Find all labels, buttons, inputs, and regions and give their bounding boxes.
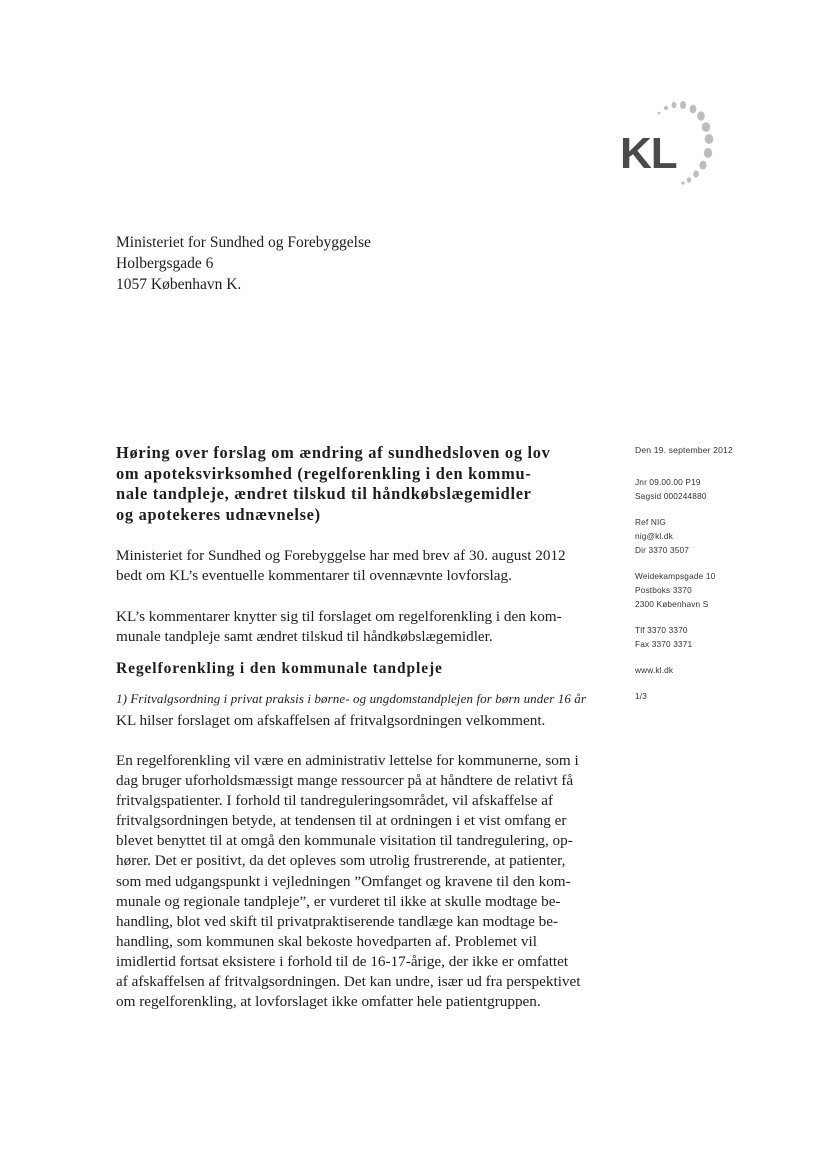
recipient-address xyxy=(116,232,371,295)
text-line: Ministeriet for Sundhed og Forebyggelse har med brev af 30. august 2012 xyxy=(116,547,566,564)
spacer xyxy=(635,503,785,515)
letter-date: Den 19. september 2012 xyxy=(635,445,733,455)
journal-number: Jnr 09.00.00 P19 xyxy=(635,477,701,487)
text-line: KL’s kommentarer knytter sig til forslaget om regelforenkling i den kom- xyxy=(116,608,562,625)
section-heading: Regelforenkling i den kommunale tandpleje xyxy=(116,660,443,677)
paragraph-argument xyxy=(116,751,604,1012)
postal-city: 2300 København S xyxy=(635,599,709,609)
text-line: fritvalgsordningen betyde, at tendensen til at ordningen i et vist omfang er xyxy=(116,812,567,830)
paragraph-scope xyxy=(116,607,604,647)
website-link[interactable]: www.kl.dk xyxy=(635,665,674,675)
sub-heading: 1) Fritvalgsordning i privat praksis i børne- og ungdomstandplejen for børn under 16 år xyxy=(116,691,587,706)
text-line: af afskaffelsen af fritvalgsordningen. Det kan undre, især ud fra perspektivet xyxy=(116,973,581,991)
phone: Tlf 3370 3370 xyxy=(635,625,688,635)
letter-headline xyxy=(116,443,602,525)
reference: Ref NIG xyxy=(635,517,667,527)
text-line: dag bruger uforholdsmæssigt mange ressourcer på at håndtere de relativt få xyxy=(116,772,574,790)
text-line: om regelforenkling, at lovforslaget ikke omfatter hele patientgruppen. xyxy=(116,993,541,1011)
kl-logo-text: KL xyxy=(620,129,677,178)
paragraph-intro xyxy=(116,546,604,586)
text-line: handling, blot ved skift til privatpraktiserende tandlæge kan modtage be- xyxy=(116,912,559,930)
page-number: 1/3 xyxy=(635,691,647,701)
text-line: fritvalgspatienter. I forhold til tandreguleringsområdet, vil afskaffelse af xyxy=(116,792,554,810)
kl-logo xyxy=(616,96,726,192)
spacer xyxy=(635,611,785,623)
spacer xyxy=(635,557,785,569)
address-line: 1057 København K. xyxy=(116,276,242,293)
case-id: Sagsid 000244880 xyxy=(635,491,707,501)
text-line: bedt om KL’s eventuelle kommentarer til ovennævnte lovforslag. xyxy=(116,567,512,585)
address-line: Holbergsgade 6 xyxy=(116,255,214,272)
text-line: blevet benyttet til at omgå den kommunale visitation til tandregulering, op- xyxy=(116,832,573,850)
text-line: handling, som kommunen skal bekoste hovedparten af. Problemet vil xyxy=(116,932,537,950)
street-address: Weidekampsgade 10 xyxy=(635,571,716,581)
contact-email[interactable]: nig@kl.dk xyxy=(635,531,673,541)
paragraph-welcome xyxy=(116,711,604,731)
text-line: KL hilser forslaget om afskaffelsen af fritvalgsordningen velkomment. xyxy=(116,712,546,729)
headline-line: Høring over forslag om ændring af sundhedsloven og lov xyxy=(116,443,551,462)
text-line: En regelforenkling vil være en administrativ lettelse for kommunerne, som i xyxy=(116,752,579,769)
text-line: som med udgangspunkt i vejledningen ”Omfanget og kravene til den kom- xyxy=(116,872,571,890)
text-line: munale tandpleje samt ændret tilskud til håndkøbslægemidler. xyxy=(116,628,493,646)
direct-phone: Dir 3370 3507 xyxy=(635,545,690,555)
kl-logo-graphic xyxy=(616,96,726,192)
spacer xyxy=(635,677,785,689)
headline-line: og apotekeres udnævnelse) xyxy=(116,504,321,524)
address-line: Ministeriet for Sundhed og Forebyggelse xyxy=(116,234,371,251)
text-line: hører. Det er positivt, da det opleves som utrolig frustrerende, at patienter, xyxy=(116,852,566,870)
headline-line: om apoteksvirksomhed (regelforenkling i den kommu- xyxy=(116,463,532,483)
spacer xyxy=(635,651,785,663)
headline-line: nale tandpleje, ændret tilskud til håndkøbslægemidler xyxy=(116,484,532,503)
letter-metadata-sidebar xyxy=(635,443,785,703)
postbox: Postboks 3370 xyxy=(635,585,692,595)
text-line: munale og regionale tandpleje”, er vurderet til ikke at skulle modtage be- xyxy=(116,892,561,910)
text-line: imidlertid fortsat eksistere i forhold til de 16-17-årige, der ikke er omfattet xyxy=(116,952,569,970)
fax: Fax 3370 3371 xyxy=(635,639,693,649)
